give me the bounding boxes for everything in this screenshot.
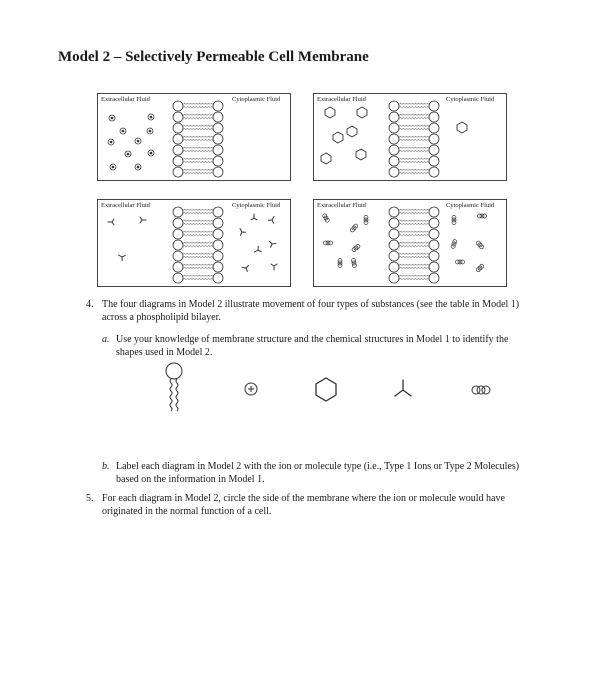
cytoplasmic-fluid-label: Cytoplasmic Fluid (446, 202, 495, 209)
phospholipid-tail (183, 128, 213, 129)
phospholipid-head (429, 218, 439, 228)
phospholipid-tail (399, 169, 429, 170)
hexagon-diagram (314, 94, 506, 180)
phospholipid-tail (399, 106, 429, 107)
capsule-molecule-icon (472, 386, 490, 394)
phospholipid-tail (399, 139, 429, 140)
phospholipid-head (173, 207, 183, 217)
phospholipid-head (213, 251, 223, 261)
capsule-particle (324, 241, 333, 245)
ion-particles (108, 114, 154, 170)
extracellular-fluid-label: Extracellular Fluid (101, 96, 150, 103)
phospholipid-head (429, 112, 439, 122)
diagram-panel-capsules (313, 199, 507, 287)
ion-particle (148, 114, 154, 120)
phospholipid-tail (399, 256, 429, 257)
phospholipid-tail (399, 253, 429, 254)
phospholipid-tail (183, 209, 213, 210)
phospholipid-tail (399, 158, 429, 159)
phospholipid-head (389, 262, 399, 272)
ion-diagram (98, 94, 290, 180)
phospholipid-head (213, 101, 223, 111)
ion-particle (120, 128, 126, 134)
phospholipid-head (429, 145, 439, 155)
capsule-particle (351, 258, 357, 268)
phospholipid-tail (399, 117, 429, 118)
phospholipid-tail (183, 264, 213, 265)
phospholipid-head (429, 229, 439, 239)
question-4a (102, 333, 522, 359)
phospholipid-head (173, 167, 183, 177)
phospholipid-head (429, 262, 439, 272)
phospholipid-head (213, 145, 223, 155)
question-letter: b. (102, 461, 110, 472)
ion-particle (148, 150, 154, 156)
phospholipid-head (173, 112, 183, 122)
ion-particle (108, 139, 114, 145)
ion-particle (109, 115, 115, 121)
phospholipid-tail (183, 114, 213, 115)
question-letter: a. (102, 334, 110, 345)
phospholipid-tail (399, 125, 429, 126)
capsule-diagram (314, 200, 506, 286)
phospholipid-tail (183, 275, 213, 276)
question-text: Label each diagram in Model 2 with the ion or molecule type (i.e., Type 1 Ions or Type 2 Molecules) based on the information in Model 1. (116, 461, 520, 485)
phospholipid-head (389, 112, 399, 122)
phospholipid-tail (399, 220, 429, 221)
ion-particle (135, 164, 141, 170)
y-shape-particle (271, 264, 277, 270)
phospholipid-head (429, 207, 439, 217)
phospholipid-head (173, 156, 183, 166)
y-shape-particle (251, 214, 257, 220)
phospholipid-head (213, 240, 223, 250)
phospholipid-head (213, 123, 223, 133)
phospholipid-head (389, 123, 399, 133)
phospholipid-tail (183, 161, 213, 162)
ion-particle (110, 164, 116, 170)
phospholipid-head (389, 145, 399, 155)
question-4b (102, 460, 522, 486)
shape-legend (150, 360, 510, 416)
extracellular-fluid-label: Extracellular Fluid (101, 202, 150, 209)
diagram-panel-y-shapes (97, 199, 291, 287)
phospholipid-head (213, 207, 223, 217)
phospholipid-head (173, 134, 183, 144)
phospholipid-bilayer (173, 101, 223, 177)
phospholipid-tail (399, 275, 429, 276)
phospholipid-head (389, 229, 399, 239)
question-number: 4. (86, 299, 94, 310)
phospholipid-tail (399, 172, 429, 173)
phospholipid-tail (183, 158, 213, 159)
phospholipid-head (389, 156, 399, 166)
y-shape-particle (270, 240, 277, 247)
phospholipid-tail (399, 147, 429, 148)
y-shaped-molecule-icon (395, 380, 411, 396)
capsule-particle (322, 213, 330, 223)
phospholipid-tail (399, 264, 429, 265)
phospholipid-tail (399, 136, 429, 137)
extracellular-fluid-label: Extracellular Fluid (317, 202, 366, 209)
phospholipid-head (389, 218, 399, 228)
phospholipid-tail (399, 234, 429, 235)
y-shape-particle (237, 227, 245, 235)
y-shape-particle (140, 217, 146, 223)
phospholipid-tail (183, 169, 213, 170)
hexagon-particle (347, 126, 357, 137)
phospholipid-head (389, 167, 399, 177)
phospholipid-head (429, 240, 439, 250)
ion-particle (125, 151, 131, 157)
phospholipid-head (429, 273, 439, 283)
y-shape-particle (242, 264, 249, 271)
phospholipid-head (213, 167, 223, 177)
phospholipid-head (429, 156, 439, 166)
phospholipid-head (429, 123, 439, 133)
phospholipid-tail (399, 267, 429, 268)
phospholipid-icon (166, 363, 182, 411)
y-shape-particle (108, 219, 114, 225)
phospholipid-tail (183, 106, 213, 107)
y-shape-particle (117, 252, 125, 260)
phospholipid-head (173, 251, 183, 261)
extracellular-fluid-label: Extracellular Fluid (317, 96, 366, 103)
phospholipid-tail (399, 114, 429, 115)
capsule-particle (452, 216, 456, 225)
ion-particle (147, 128, 153, 134)
phospholipid-bilayer (173, 207, 223, 283)
phospholipid-head (389, 273, 399, 283)
phospholipid-head (389, 251, 399, 261)
phospholipid-tail (183, 223, 213, 224)
phospholipid-tail (183, 136, 213, 137)
phospholipid-head (389, 101, 399, 111)
phospholipid-head (389, 134, 399, 144)
phospholipid-head (173, 145, 183, 155)
phospholipid-tail (183, 234, 213, 235)
phospholipid-tail (183, 267, 213, 268)
phospholipid-head (173, 101, 183, 111)
phospholipid-tail (183, 242, 213, 243)
y-shape-particle (253, 246, 261, 254)
diagram-panel-ions (97, 93, 291, 181)
phospholipid-head (173, 123, 183, 133)
phospholipid-bilayer (389, 101, 439, 177)
phospholipid-tail (183, 253, 213, 254)
capsule-particle (478, 214, 487, 218)
y-shape-particle (268, 215, 276, 223)
question-text: Use your knowledge of membrane structure and the chemical structures in Model 1 to identify the shapes used in Model 2. (116, 334, 509, 358)
phospholipid-tail (399, 150, 429, 151)
cytoplasmic-fluid-label: Cytoplasmic Fluid (446, 96, 495, 103)
phospholipid-head (213, 112, 223, 122)
phospholipid-head (389, 207, 399, 217)
phospholipid-tail (399, 245, 429, 246)
phospholipid-head (173, 240, 183, 250)
phospholipid-tail (183, 231, 213, 232)
diagram-panel-hexagons (313, 93, 507, 181)
phospholipid-tail (183, 220, 213, 221)
phospholipid-head (429, 167, 439, 177)
phospholipid-head (213, 229, 223, 239)
cytoplasmic-fluid-label: Cytoplasmic Fluid (232, 202, 281, 209)
phospholipid-tail (399, 103, 429, 104)
phospholipid-head (173, 218, 183, 228)
phospholipid-tail (183, 103, 213, 104)
phospholipid-tail (399, 242, 429, 243)
phospholipid-tail (399, 231, 429, 232)
phospholipid-head (173, 262, 183, 272)
capsule-particle (451, 239, 458, 249)
phospholipid-head (389, 240, 399, 250)
capsule-particle (350, 223, 359, 232)
capsule-particle (475, 263, 484, 272)
hexagon-particle (356, 149, 366, 160)
hexagon-particles (321, 107, 467, 164)
ion-particle (135, 138, 141, 144)
capsule-particle (456, 260, 465, 264)
capsule-particle (338, 259, 342, 268)
phospholipid-head (213, 156, 223, 166)
capsule-particle (476, 240, 485, 249)
phospholipid-tail (183, 117, 213, 118)
phospholipid-tail (183, 147, 213, 148)
phospholipid-tail (399, 212, 429, 213)
phospholipid-tail (399, 209, 429, 210)
phospholipid-head (213, 262, 223, 272)
hexagon-molecule-icon (316, 378, 336, 401)
phospholipid-tail (183, 125, 213, 126)
phospholipid-tail (183, 172, 213, 173)
phospholipid-tail (399, 278, 429, 279)
question-text: The four diagrams in Model 2 illustrate movement of four types of substances (see the table in Model 1) across a phospholipid bilayer. (102, 299, 520, 323)
question-text: For each diagram in Model 2, circle the side of the membrane where the ion or molecule would have originated in the normal function of a cell. (102, 493, 505, 517)
phospholipid-head (173, 273, 183, 283)
phospholipid-head (213, 134, 223, 144)
phospholipid-tail (183, 256, 213, 257)
phospholipid-head (429, 251, 439, 261)
phospholipid-tail (399, 128, 429, 129)
positive-ion-icon (245, 383, 257, 395)
phospholipid-head (213, 218, 223, 228)
phospholipid-tail (183, 212, 213, 213)
cytoplasmic-fluid-label: Cytoplasmic Fluid (232, 96, 281, 103)
phospholipid-head (429, 134, 439, 144)
phospholipid-head (173, 229, 183, 239)
question-number: 5. (86, 493, 94, 504)
question-5 (86, 492, 546, 518)
phospholipid-tail (183, 245, 213, 246)
capsule-particle (351, 244, 360, 253)
hexagon-particle (333, 132, 343, 143)
phospholipid-tail (183, 150, 213, 151)
phospholipid-tail (399, 223, 429, 224)
phospholipid-head (429, 101, 439, 111)
hexagon-particle (357, 107, 367, 118)
phospholipid-tail (399, 161, 429, 162)
page-title: Model 2 – Selectively Permeable Cell Membrane (58, 49, 369, 65)
phospholipid-tail (183, 278, 213, 279)
question-4 (86, 298, 546, 324)
phospholipid-tail (183, 139, 213, 140)
hexagon-particle (457, 122, 467, 133)
phospholipid-head (213, 273, 223, 283)
hexagon-particle (325, 107, 335, 118)
y-shape-diagram (98, 200, 290, 286)
hexagon-particle (321, 153, 331, 164)
phospholipid-bilayer (389, 207, 439, 283)
capsule-particle (364, 216, 368, 225)
